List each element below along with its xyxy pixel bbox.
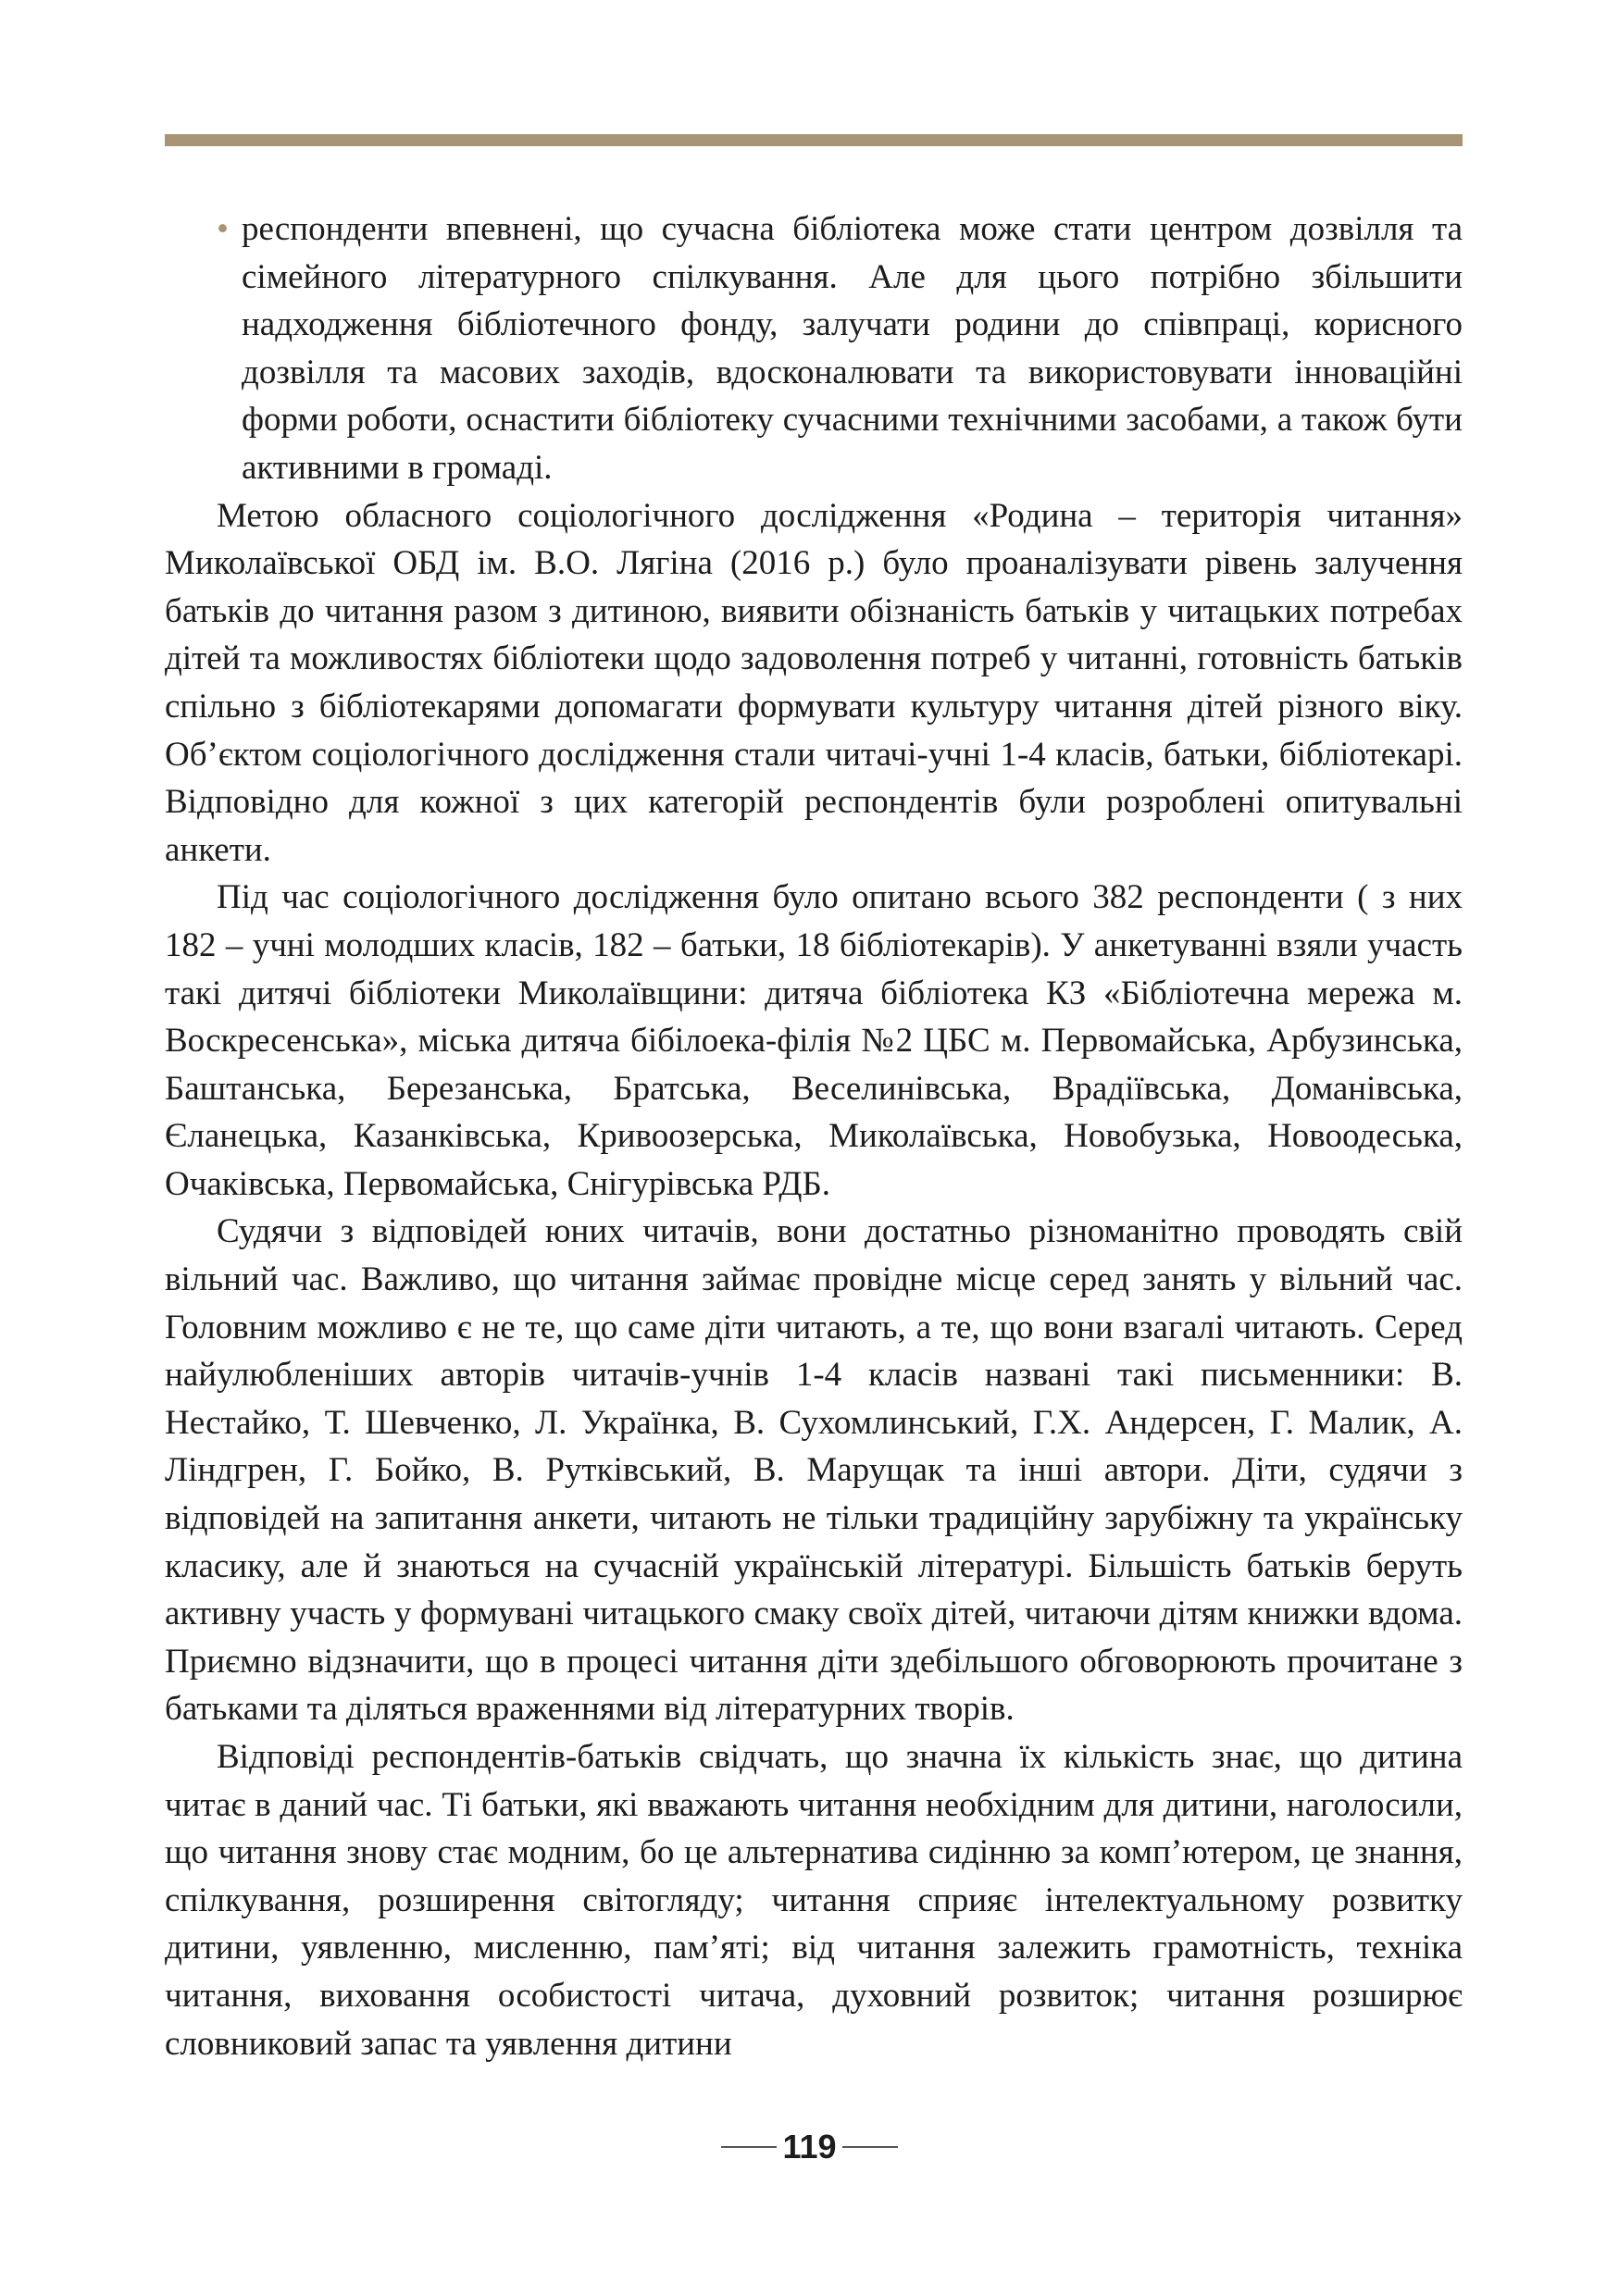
footer-rule-right	[842, 2146, 898, 2148]
page-number: 119	[782, 2128, 837, 2166]
bullet-text: респонденти впевнені, що сучасна бібліотека може стати центром дозвілля та сімейного літературного спілкування. Але для цього потрібно збільшити надходження бібліотечного фонду, залучати родини до співпраці, корисного дозвілля та масових заходів, вдосконалювати та використовувати інноваційні форми роботи, оснастити бібліотеку сучасними технічними засобами, а також бути активними в громаді.	[242, 210, 1463, 487]
footer-rule-left	[721, 2146, 777, 2148]
paragraph-respondents: Під час соціологічного дослідження було опитано всього 382 респонденти ( з них 182 – учні молодших класів, 182 – батьки, 18 бібліотекарів). У анкетуванні взяли участь такі дитячі бібліотеки Миколаївщини: дитяча бібліотека КЗ «Бібліотечна мережа м. Воскресенська», міська дитяча бібілоека-філія №2 ЦБС м. Первомайська, Арбузинська, Баштанська, Березанська, Братська, Веселинівська, Врадіївська, Доманівська, Єланецька, Казанківська, Кривоозерська, Миколаївська, Новобузька, Новоодеська, Очаківська, Первомайська, Снігурівська РДБ.	[165, 878, 1463, 1203]
page-body	[165, 205, 1463, 2067]
bullet-list-item	[165, 205, 1463, 492]
paragraph-study-goal: Метою обласного соціологічного дослідження «Родина – територія читання» Миколаївської ОБД ім. В.О. Лягіна (2016 р.) було проаналізувати рівень залучення батьків до читання разом з дитиною, виявити обізнаність батьків у читацьких потребах дітей та можливостях бібліотеки щодо задоволення потреб у читанні, готовність батьків спільно з бібліотекарями допомагати формувати культуру читання дітей різного віку. Об’єктом соціологічного дослідження стали читачі-учні 1-4 класів, батьки, бібліотекарі. Відповідно для кожної з цих категорій респондентів були розроблені опитувальні анкети.	[165, 496, 1463, 869]
paragraph-parents: Відповіді респондентів-батьків свідчать, що значна їх кількість знає, що дитина читає в даний час. Ті батьки, які вважають читання необхідним для дитини, наголосили, що читання знову стає модним, бо це альтернатива сидінню за комп’ютером, це знання, спілкування, розширення світогляду; читання сприяє інтелектуальному розвитку дитини, уявленню, мисленню, пам’яті; від читання залежить грамотність, техніка читання, виховання особистості читача, духовний розвиток; читання розширює словниковий запас та уявлення дитини	[165, 1738, 1463, 2063]
paragraph-young-readers: Судячи з відповідей юних читачів, вони достатньо різноманітно проводять свій вільний час. Важливо, що читання займає провідне місце серед занять у вільний час. Головним можливо є не те, що саме діти читають, а те, що вони взагалі читають. Серед найулюбленіших авторів читачів-учнів 1-4 класів названі такі письменники: В. Нестайко, Т. Шевченко, Л. Українка, В. Сухомлинський, Г.Х. Андерсен, Г. Малик, А. Ліндгрен, Г. Бойко, В. Рутківський, В. Марущак та інші автори. Діти, судячи з відповідей на запитання анкети, читають не тільки традиційну зарубіжну та українську класику, але й знаються на сучасній українській літературі. Більшість батьків беруть активну участь у формувані читацького смаку своїх дітей, читаючи дітям книжки вдома. Приємно відзначити, що в процесі читання діти здебільшого обговорюють прочитане з батьками та діляться враженнями від літературних творів.	[165, 1212, 1463, 1729]
top-decorative-rule	[165, 134, 1463, 146]
bullet-marker: •	[217, 210, 229, 248]
page-footer	[0, 2128, 1619, 2166]
